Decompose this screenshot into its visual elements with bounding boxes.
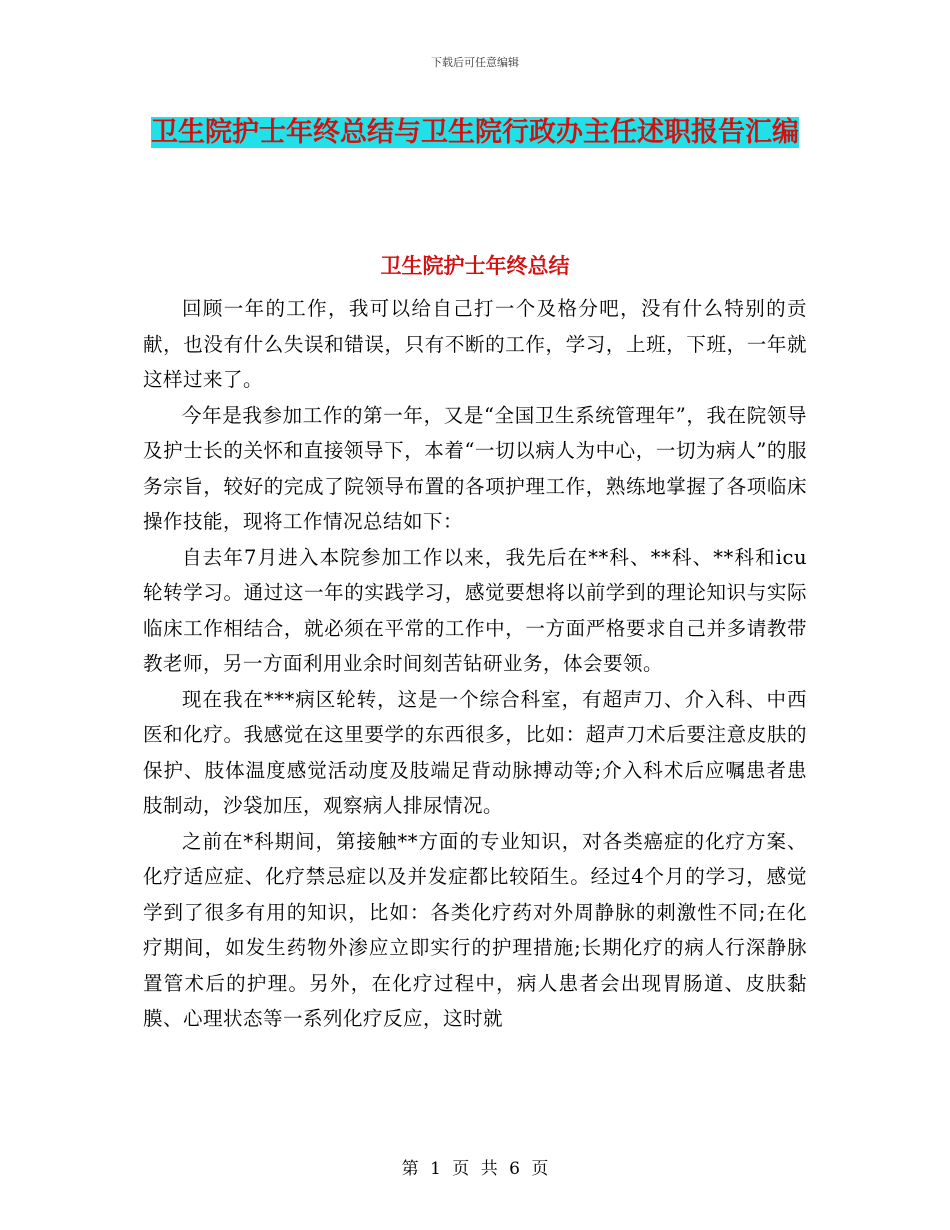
section-title: 卫生院护士年终总结: [380, 254, 570, 278]
document-title: [140, 108, 810, 158]
paragraph: 今年是我参加工作的第一年，又是“全国卫生系统管理年”，我在院领导及护士长的关怀和直接领导下，本着“一切以病人为中心，一切为病人”的服务宗旨，较好的完成了院领导布置的各项护理工作，熟练地掌握了各项临床操作技能，现将工作情况总结如下：: [143, 403, 807, 533]
page-footer: 第 1 页 共 6 页: [401, 1159, 549, 1179]
header-note: 下载后可任意编辑: [431, 56, 519, 69]
paragraph: 自去年7月进入本院参加工作以来，我先后在**科、**科、**科和icu轮转学习。通过这一年的实践学习，感觉要想将以前学到的理论知识与实际临床工作相结合，就必须在平常的工作中，一方面严格要求自己并多请教带教老师，另一方面利用业余时间刻苦钻研业务，体会要领。: [143, 545, 807, 675]
document-title-text: 卫生院护士年终总结与卫生院行政办主任述职报告汇编: [151, 117, 799, 148]
paragraph: 回顾一年的工作，我可以给自己打一个及格分吧，没有什么特别的贡献，也没有什么失误和错误，只有不断的工作，学习，上班，下班，一年就这样过来了。: [143, 297, 807, 391]
body-text: [143, 291, 807, 1037]
paragraph: 之前在*科期间，第接触**方面的专业知识，对各类癌症的化疗方案、化疗适应症、化疗禁忌症以及并发症都比较陌生。经过4个月的学习，感觉学到了很多有用的知识，比如：各类化疗药对外周静脉的刺激性不同;在化疗期间，如发生药物外渗应立即实行的护理措施;长期化疗的病人行深静脉置管术后的护理。另外，在化疗过程中，病人患者会出现胃肠道、皮肤黏膜、心理状态等一系列化疗反应，这时就: [143, 829, 807, 1030]
paragraph: 现在我在***病区轮转，这是一个综合科室，有超声刀、介入科、中西医和化疗。我感觉在这里要学的东西很多，比如：超声刀术后要注意皮肤的保护、肢体温度感觉活动度及肢端足背动脉搏动等;介入科术后应嘱患者患肢制动，沙袋加压，观察病人排尿情况。: [143, 687, 807, 817]
